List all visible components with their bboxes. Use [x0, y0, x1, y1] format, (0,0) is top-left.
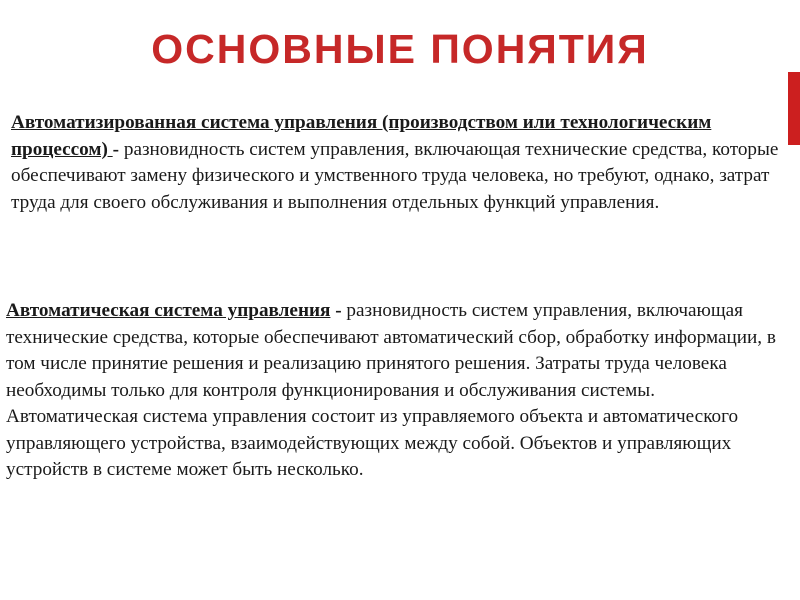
definition-paragraph-automated: [11, 110, 787, 216]
definition-paragraph-automatic: [6, 298, 786, 484]
definition-text: разновидность систем управления, включающая технические средства, которые обеспечивают автоматический сбор, обработку информации, в том числе принятие решения и реализацию принятого решения. Затраты труда человека необходимы только для контроля функционирования и обслуживания системы. Автоматическая система управления состоит из управляемого объекта и автоматического управляющего устройства, взаимодействующих между собой. Объектов и управляющих устройств в системе может быть несколько.: [6, 300, 776, 480]
definition-dash: -: [112, 138, 120, 160]
definition-text: разновидность систем управления, включающая технические средства, которые обеспечивают замену физического и умственного труда человека, но требуют, однако, затрат труда для своего обслуживания и выполнения отдельных функций управления.: [11, 138, 779, 213]
definition-term: Автоматическая система управления: [6, 300, 331, 321]
definition-dash: -: [330, 300, 342, 321]
definition-term: Автоматизированная система управления (производством или технологическим процессом): [11, 112, 712, 160]
accent-bar: [788, 72, 800, 145]
slide-title: ОСНОВНЫЕ ПОНЯТИЯ: [151, 26, 649, 72]
